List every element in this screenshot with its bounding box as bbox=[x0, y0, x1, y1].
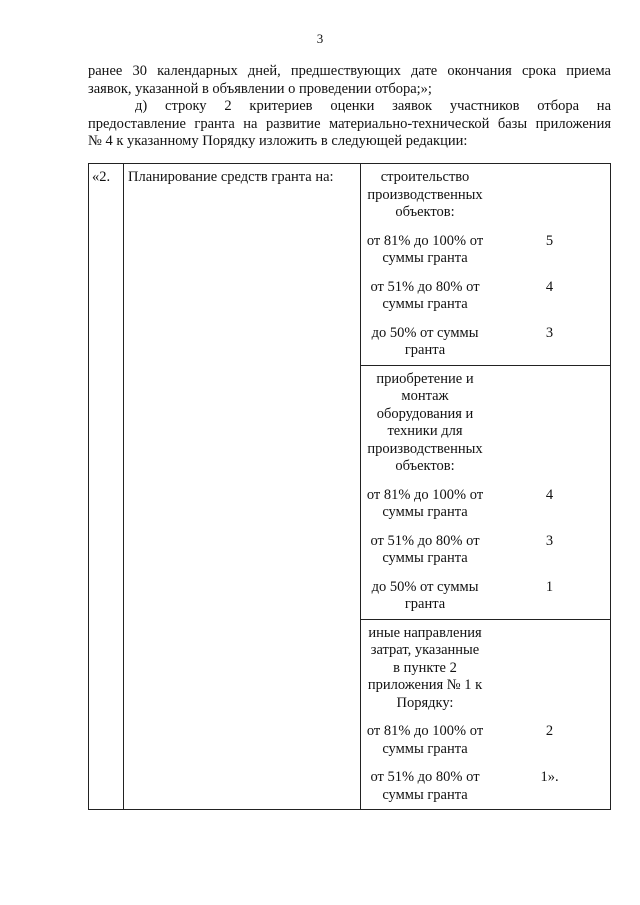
score-value: 4 bbox=[545, 278, 554, 295]
intro-line-1: ранее 30 календарных дней, предшествующих дате окончания срока приема bbox=[88, 63, 611, 79]
intro-line-4: предоставление гранта на развитие материально-технической базы приложения bbox=[88, 115, 611, 132]
row-number-cell bbox=[89, 164, 124, 810]
row-number: «2. bbox=[92, 169, 111, 185]
range-label: от 51% до 80% от суммы гранта bbox=[370, 278, 480, 312]
score-value: 4 bbox=[545, 486, 554, 503]
range-label: от 81% до 100% от суммы гранта bbox=[366, 232, 484, 266]
score-value: 3 bbox=[545, 532, 554, 549]
range-label: от 51% до 80% от суммы гранта bbox=[370, 532, 480, 566]
range-label: до 50% от суммы гранта bbox=[371, 578, 479, 612]
criterion-cell bbox=[124, 164, 361, 810]
range-label: от 81% до 100% от суммы гранта bbox=[366, 486, 484, 520]
score-item bbox=[361, 533, 610, 568]
group-block bbox=[361, 620, 610, 810]
intro-paragraph bbox=[88, 63, 611, 151]
score-value: 3 bbox=[545, 324, 554, 341]
direction-label: строительство производственных объектов: bbox=[367, 169, 483, 220]
group-cell-other bbox=[361, 619, 611, 810]
intro-line-5: № 4 к указанному Порядку изложить в следующей редакции: bbox=[88, 133, 468, 149]
criterion-label: Планирование средств гранта на: bbox=[128, 169, 334, 185]
table-row bbox=[89, 164, 611, 366]
score-value: 1 bbox=[545, 578, 554, 595]
group-cell-construction bbox=[361, 164, 611, 366]
range-label: от 81% до 100% от суммы гранта bbox=[366, 723, 484, 757]
intro-line-2: заявок, указанной в объявлении о проведении отбора;»; bbox=[88, 80, 432, 97]
score-item bbox=[361, 233, 610, 268]
score-value: 2 bbox=[545, 723, 554, 739]
score-item bbox=[361, 325, 610, 360]
group-block bbox=[361, 164, 610, 365]
criteria-table bbox=[88, 163, 611, 810]
range-label: от 51% до 80% от суммы гранта bbox=[370, 769, 480, 803]
page-number: 3 bbox=[316, 31, 324, 46]
score-item bbox=[361, 723, 610, 758]
score-item bbox=[361, 279, 610, 314]
group-cell-equipment bbox=[361, 365, 611, 619]
score-value: 5 bbox=[545, 232, 554, 249]
group-block bbox=[361, 366, 610, 619]
direction-label: приобретение и монтаж оборудования и техники для производственных объектов: bbox=[367, 370, 483, 474]
intro-line-3: д) строку 2 критериев оценки заявок участников отбора на bbox=[135, 98, 611, 114]
score-item bbox=[361, 579, 610, 614]
direction-label: иные направления затрат, указанные в пункте 2 приложения № 1 к Порядку: bbox=[367, 624, 483, 711]
score-item bbox=[361, 487, 610, 522]
score-item bbox=[361, 769, 610, 804]
range-label: до 50% от суммы гранта bbox=[371, 324, 479, 358]
score-value: 1». bbox=[540, 769, 559, 785]
